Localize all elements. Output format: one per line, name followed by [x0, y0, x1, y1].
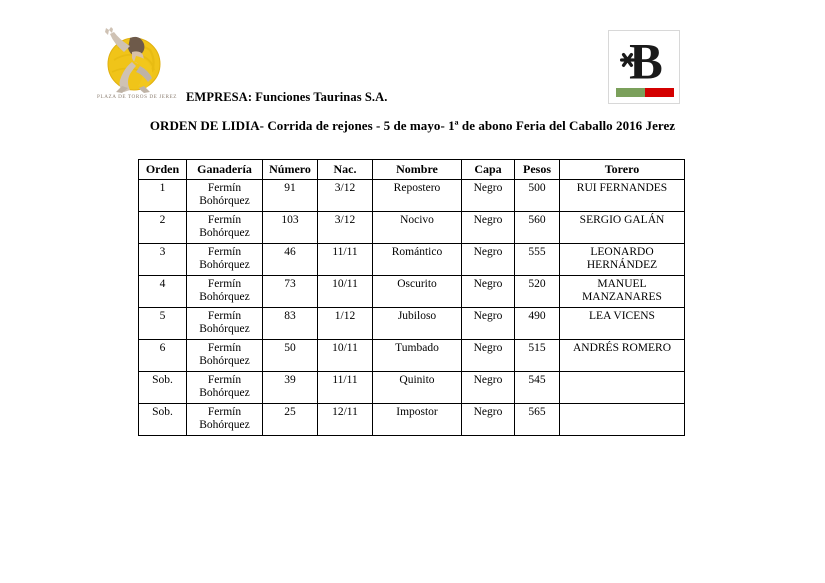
svg-text:B: B — [629, 33, 663, 88]
cell-nombre: Oscurito — [373, 276, 462, 308]
cell-pesos: 560 — [515, 212, 560, 244]
ganaderia-line-1: Fermín — [207, 342, 242, 354]
table-row — [139, 340, 685, 372]
bohorquez-brand-logo — [608, 30, 680, 104]
cell-capa: Negro — [462, 372, 515, 404]
torero-line-1: RUI FERNANDES — [576, 182, 668, 194]
cell-pesos: 515 — [515, 340, 560, 372]
cell-numero: 103 — [263, 212, 318, 244]
table-header-row — [139, 160, 685, 180]
ganaderia-line-1: Fermín — [207, 310, 242, 322]
cell-ganaderia — [187, 180, 263, 212]
ganaderia-line-1: Fermín — [207, 278, 242, 290]
cell-numero: 83 — [263, 308, 318, 340]
column-header-nombre: Nombre — [373, 160, 462, 180]
page-title: ORDEN DE LIDIA- Corrida de rejones - 5 de mayo- 1ª de abono Feria del Caballo 2016 Jerez — [149, 118, 676, 133]
cell-torero — [560, 308, 685, 340]
cell-orden: Sob. — [139, 404, 187, 436]
cell-nombre: Jubiloso — [373, 308, 462, 340]
cell-torero — [560, 212, 685, 244]
ganaderia-line-2: Bohórquez — [199, 355, 250, 367]
cell-nac: 10/11 — [318, 340, 373, 372]
cell-nombre: Impostor — [373, 404, 462, 436]
ganaderia-line-2: Bohórquez — [199, 323, 250, 335]
cell-ganaderia — [187, 308, 263, 340]
torero-line-1: LEONARDO — [590, 246, 654, 258]
table-row — [139, 244, 685, 276]
cell-pesos: 500 — [515, 180, 560, 212]
cell-numero: 46 — [263, 244, 318, 276]
orden-de-lidia-table — [138, 159, 685, 436]
torero-line-2: MANZANARES — [582, 291, 662, 303]
table-row — [139, 372, 685, 404]
cell-nac: 11/11 — [318, 244, 373, 276]
ganaderia-line-2: Bohórquez — [199, 291, 250, 303]
ganaderia-line-2: Bohórquez — [199, 259, 250, 271]
cell-nac: 11/11 — [318, 372, 373, 404]
column-header-orden: Orden — [139, 160, 187, 180]
cell-nombre: Quinito — [373, 372, 462, 404]
cell-ganaderia — [187, 244, 263, 276]
cell-nac: 1/12 — [318, 308, 373, 340]
brand-stripes — [616, 88, 674, 97]
brand-stripe-green — [616, 88, 645, 97]
table-row — [139, 212, 685, 244]
ganaderia-line-1: Fermín — [207, 182, 242, 194]
cell-nac: 10/11 — [318, 276, 373, 308]
cell-nombre: Tumbado — [373, 340, 462, 372]
ganaderia-line-2: Bohórquez — [199, 387, 250, 399]
cell-capa: Negro — [462, 180, 515, 212]
cell-nombre: Nocivo — [373, 212, 462, 244]
cell-capa: Negro — [462, 308, 515, 340]
cell-capa: Negro — [462, 404, 515, 436]
cell-pesos: 555 — [515, 244, 560, 276]
cell-numero: 50 — [263, 340, 318, 372]
ganaderia-line-1: Fermín — [207, 214, 242, 226]
bullfighter-circle-logo — [96, 26, 170, 94]
ganaderia-line-1: Fermín — [207, 406, 242, 418]
cell-nac: 3/12 — [318, 212, 373, 244]
ganaderia-line-1: Fermín — [207, 246, 242, 258]
cell-torero — [560, 244, 685, 276]
cell-numero: 73 — [263, 276, 318, 308]
cell-ganaderia — [187, 340, 263, 372]
cell-orden: 4 — [139, 276, 187, 308]
cell-pesos: 520 — [515, 276, 560, 308]
cell-numero: 39 — [263, 372, 318, 404]
cell-ganaderia — [187, 276, 263, 308]
plaza-de-toros-logo — [96, 26, 176, 108]
table-row — [139, 180, 685, 212]
torero-line-1: SERGIO GALÁN — [579, 214, 665, 226]
cell-nac: 3/12 — [318, 180, 373, 212]
column-header-numero: Número — [263, 160, 318, 180]
ganaderia-line-1: Fermín — [207, 374, 242, 386]
cell-capa: Negro — [462, 244, 515, 276]
cell-pesos: 565 — [515, 404, 560, 436]
cell-nombre: Repostero — [373, 180, 462, 212]
torero-line-2: HERNÁNDEZ — [586, 259, 658, 271]
plaza-logo-caption: PLAZA DE TOROS DE JEREZ — [97, 94, 177, 100]
cell-pesos: 545 — [515, 372, 560, 404]
table-body — [139, 180, 685, 436]
torero-line-1: ANDRÉS ROMERO — [572, 342, 672, 354]
ganaderia-line-2: Bohórquez — [199, 227, 250, 239]
cell-orden: 6 — [139, 340, 187, 372]
table-row — [139, 404, 685, 436]
cell-orden: 5 — [139, 308, 187, 340]
table-row — [139, 276, 685, 308]
brand-b-letter-icon — [609, 31, 679, 88]
column-header-pesos: Pesos — [515, 160, 560, 180]
column-header-capa: Capa — [462, 160, 515, 180]
cell-torero — [560, 180, 685, 212]
cell-torero — [560, 404, 685, 436]
cell-numero: 25 — [263, 404, 318, 436]
torero-line-1: LEA VICENS — [589, 310, 655, 322]
cell-torero — [560, 276, 685, 308]
cell-ganaderia — [187, 372, 263, 404]
empresa-label: EMPRESA: Funciones Taurinas S.A. — [186, 90, 388, 104]
column-header-nac: Nac. — [318, 160, 373, 180]
brand-stripe-red — [645, 88, 674, 97]
cell-torero — [560, 372, 685, 404]
cell-numero: 91 — [263, 180, 318, 212]
cell-capa: Negro — [462, 340, 515, 372]
document-header — [0, 0, 825, 112]
cell-ganaderia — [187, 404, 263, 436]
cell-orden: Sob. — [139, 372, 187, 404]
column-header-torero: Torero — [560, 160, 685, 180]
torero-line-1: MANUEL — [597, 278, 647, 290]
ganaderia-line-2: Bohórquez — [199, 195, 250, 207]
table-row — [139, 308, 685, 340]
cell-orden: 3 — [139, 244, 187, 276]
cell-nac: 12/11 — [318, 404, 373, 436]
ganaderia-line-2: Bohórquez — [199, 419, 250, 431]
cell-nombre: Romántico — [373, 244, 462, 276]
cell-capa: Negro — [462, 212, 515, 244]
cell-capa: Negro — [462, 276, 515, 308]
cell-orden: 1 — [139, 180, 187, 212]
cell-pesos: 490 — [515, 308, 560, 340]
cell-torero — [560, 340, 685, 372]
cell-ganaderia — [187, 212, 263, 244]
column-header-ganaderia: Ganadería — [187, 160, 263, 180]
cell-orden: 2 — [139, 212, 187, 244]
